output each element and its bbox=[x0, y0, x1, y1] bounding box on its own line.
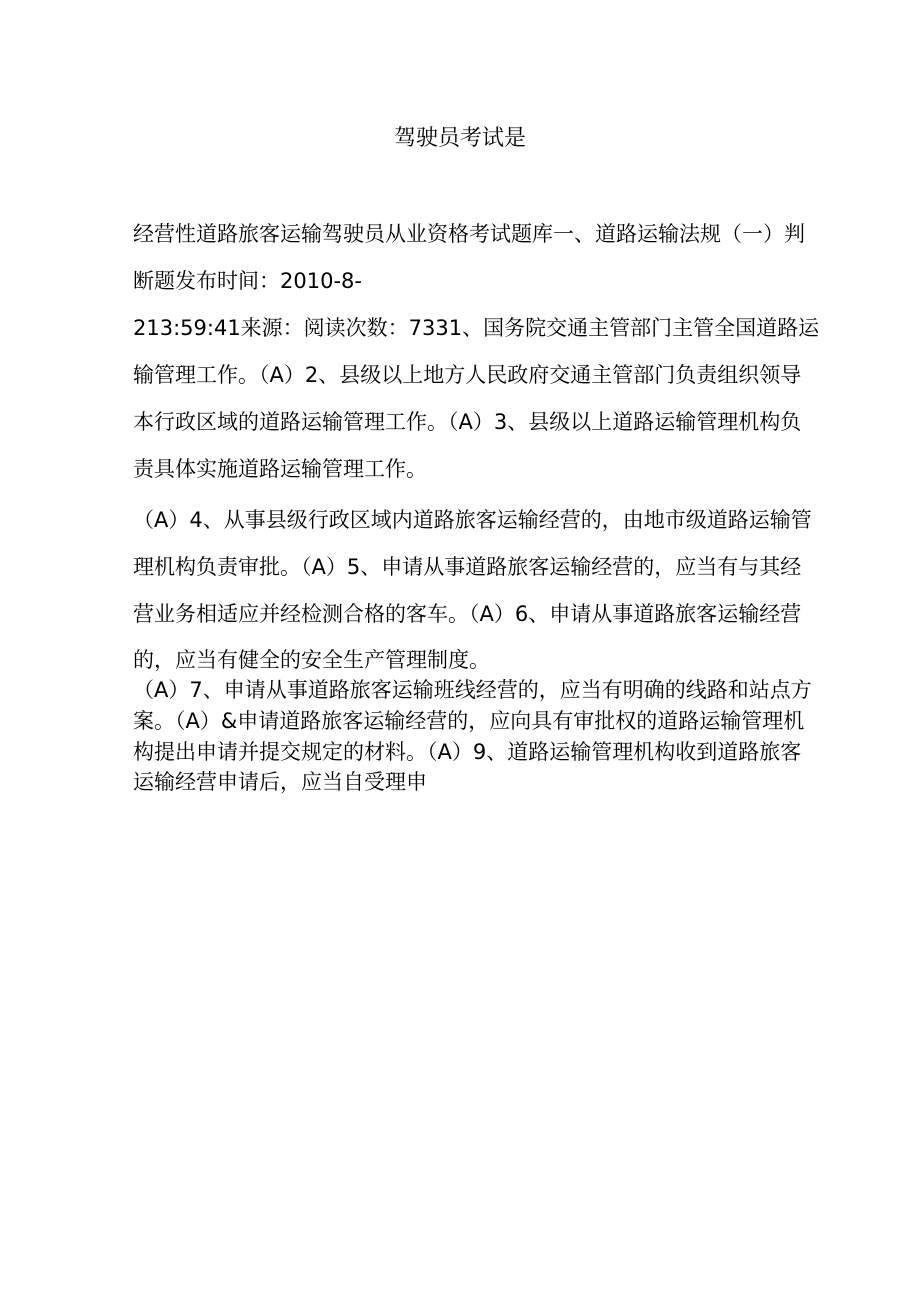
paragraph-line: 理机构负责审批。（A）5、申请从事道路旅客运输经营的，应当有与其经 bbox=[133, 555, 802, 579]
paragraph-line: 的，应当有健全的安全生产管理制度。 bbox=[133, 648, 490, 672]
paragraph-line: 运输经营申请后，应当自受理申 bbox=[133, 770, 427, 794]
paragraph-line: 213:59:41来源：阅读次数：7331、国务院交通主管部门主管全国道路运 bbox=[133, 316, 820, 340]
paragraph-line: 断题发布时间：2010-8- bbox=[133, 269, 362, 293]
paragraph-line: 经营性道路旅客运输驾驶员从业资格考试题库一、道路运输法规（一）判 bbox=[133, 222, 805, 246]
paragraph-line: （A）4、从事县级行政区域内道路旅客运输经营的，由地市级道路运输管 bbox=[133, 508, 812, 532]
paragraph-line: 责具体实施道路运输管理工作。 bbox=[133, 457, 427, 481]
document-title: 驾驶员考试是 bbox=[393, 126, 526, 151]
paragraph-line: 本行政区域的道路运输管理工作。（A）3、县级以上道路运输管理机构负 bbox=[133, 410, 802, 434]
paragraph-line: （A）7、申请从事道路旅客运输班线经营的，应当有明确的线路和站点方 bbox=[133, 678, 812, 702]
paragraph-line: 构提出申请并提交规定的材料。（A）9、道路运输管理机构收到道路旅客 bbox=[133, 740, 802, 764]
paragraph-line: 案。（A）&申请道路旅客运输经营的，应向具有审批权的道路运输管理机 bbox=[133, 709, 805, 733]
paragraph-line: 营业务相适应并经检测合格的客车。（A）6、申请从事道路旅客运输经营 bbox=[133, 602, 802, 626]
paragraph-line: 输管理工作。（A）2、县级以上地方人民政府交通主管部门负责组织领导 bbox=[133, 363, 802, 387]
